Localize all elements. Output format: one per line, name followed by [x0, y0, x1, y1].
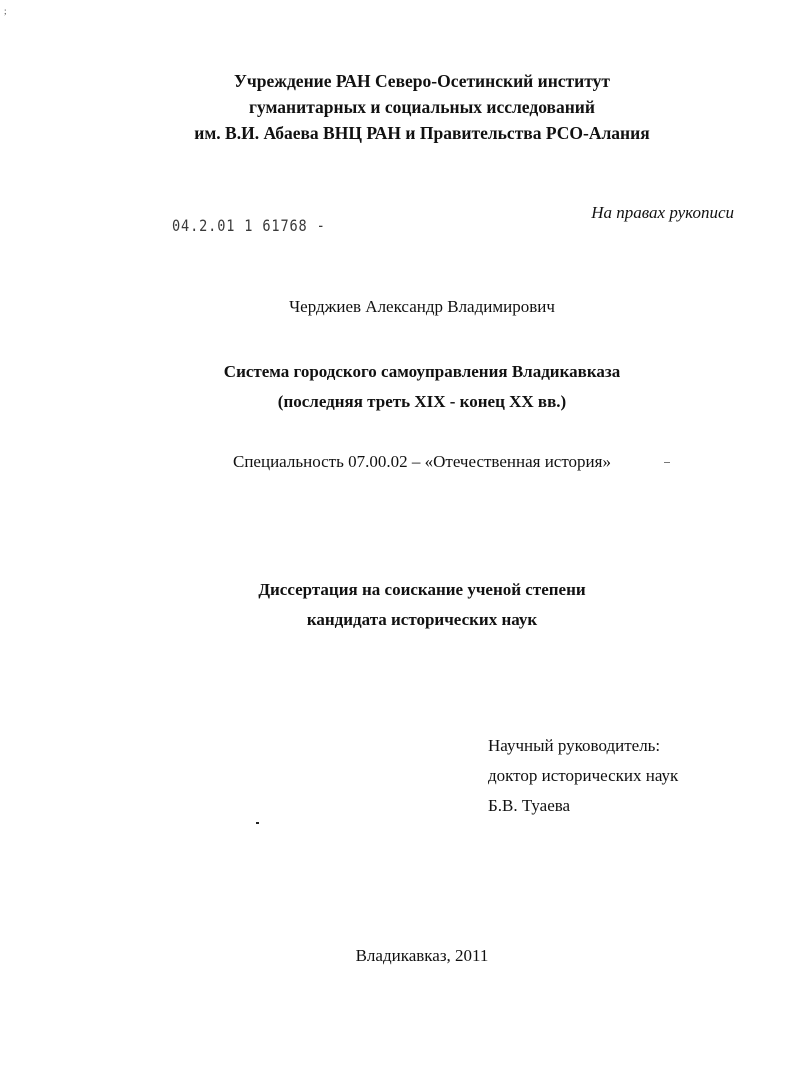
- degree-line-1: Диссертация на соискание ученой степени: [258, 580, 586, 599]
- place-year: Владикавказ, 2011: [355, 946, 489, 965]
- author-name: Черджиев Александр Владимирович: [289, 297, 555, 316]
- supervisor-label: Научный руководитель:: [488, 736, 661, 755]
- corner-mark: ;: [4, 6, 7, 16]
- degree-statement: [0, 575, 792, 635]
- institution-line-2: гуманитарных и социальных исследований: [249, 97, 595, 117]
- title-line-2: (последняя треть XIX - конец XX вв.): [277, 392, 567, 411]
- supervisor-block: [488, 731, 678, 821]
- title-line-1: Система городского самоуправления Владикавказа: [223, 362, 621, 381]
- degree-line-2: кандидата исторических наук: [306, 610, 538, 629]
- supervisor-degree: доктор исторических наук: [488, 766, 679, 785]
- scan-mark: [664, 462, 670, 463]
- supervisor-name: Б.В. Туаева: [488, 796, 571, 815]
- dissertation-title: [0, 357, 792, 417]
- specialty: Специальность 07.00.02 – «Отечественная история»: [233, 452, 611, 471]
- rights-note: На правах рукописи: [591, 203, 734, 222]
- institution-line-1: Учреждение РАН Северо-Осетинский институт: [234, 71, 610, 91]
- institution-line-3: им. В.И. Абаева ВНЦ РАН и Правительства РСО-Алания: [194, 123, 650, 143]
- institution-header: [0, 68, 792, 146]
- archive-stamp: 04.2.01 1 61768 -: [172, 216, 326, 235]
- scan-dot: [256, 822, 259, 824]
